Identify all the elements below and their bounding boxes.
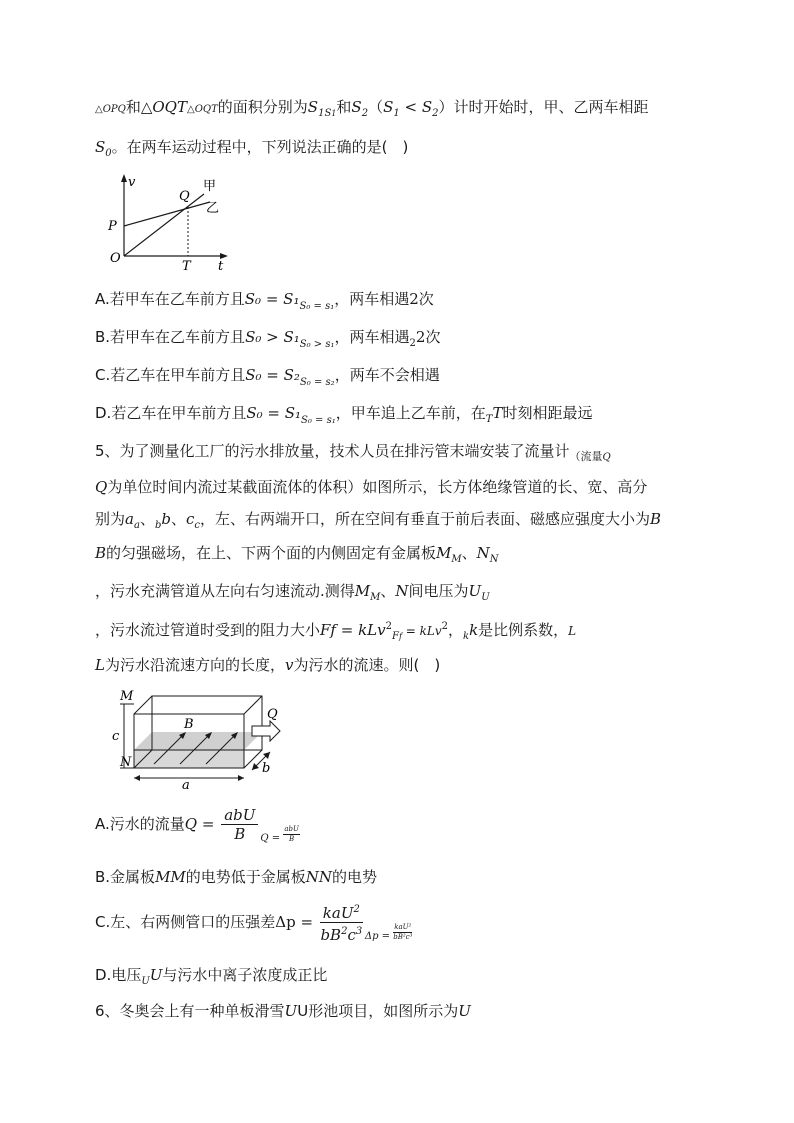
fig-n-label: N <box>120 755 132 770</box>
triangle-symbol: △ <box>95 104 103 115</box>
q5-option-b: B.金属板MM的电势低于金属板NN的电势 <box>95 868 378 886</box>
q4-text-line-2: $S_0$。在两车运动过程中，下列说法正确的是( ) <box>95 138 409 159</box>
q5-option-c: C.左、右两侧管口的压强差Δp = $\frac{kaU^2}{bB^2c^3}$ $_{\Delta p =}$ $\frac{\text{kaU²}}{\text{bB²c³}}$ <box>95 900 412 959</box>
q5-option-d: D.电压$_U$U与污水中离子浓度成正比 <box>95 966 328 987</box>
fig-b-field-label: B <box>184 717 194 732</box>
flowmeter-pipe-figure <box>110 686 300 790</box>
velocity-time-graph <box>100 172 230 276</box>
graph-p-label: P <box>108 219 117 234</box>
pressure-fraction: $\frac{kaU^2}{bB^2c^3}$ <box>320 901 363 944</box>
fig-b-width-label: b <box>262 761 271 776</box>
q5-text-line-1: 5、为了测量化工厂的污水排放量，技术人员在排污管末端安装了流量计$_{(流量Q}$ <box>95 442 611 463</box>
flow-fraction: $\frac{\text{abU}}{B}$ <box>221 806 258 843</box>
graph-yi-label: 乙 <box>206 201 220 216</box>
graph-o-label: O <box>110 251 121 266</box>
fig-c-label: c <box>112 729 120 744</box>
q5-text-line-4: B的匀强磁场，在上、下两个面的内侧固定有金属板$M_M$、$N_N$ <box>95 544 499 565</box>
q4-option-c: C.若乙车在甲车前方且$S_0 = S_2_{S_0 = s_2}$，两车不会相遇 <box>95 366 440 388</box>
q5-text-line-7: L为污水沿流速方向的长度，v为污水的流速。则( ) <box>95 656 441 674</box>
fig-a-label: a <box>182 778 190 790</box>
q5-text-line-6: ，污水流过管道时受到的阻力大小Ff = kLv$^2_{Ff}$ = kLv$^2$，$_k$k是比例系数，L <box>95 621 577 642</box>
fig-m-label: M <box>120 689 134 704</box>
q5-text-line-5: ，污水充满管道从左向右匀速流动.测得$M_M$、N间电压为$U_U$ <box>95 582 490 603</box>
graph-jia-label: 甲 <box>203 179 217 194</box>
graph-t-point-label: T <box>182 259 191 274</box>
q4-option-d: D.若乙车在甲车前方且$S_0 = S_1_{S_0 = s_1}$，甲车追上乙车前，在$_T$T时刻相距最远 <box>95 404 593 426</box>
q4-option-b: B.若甲车在乙车前方且$S_0 > S_1_{S_0 > s_1}$，两车相遇$_2$2次 <box>95 328 441 350</box>
q5-text-line-3: 别为$a_a$、$_b$b、$c_c$，左、右两端开口，所在空间有垂直于前后表面、磁感应强度大小为B <box>95 510 662 531</box>
graph-v-label: v <box>128 175 136 190</box>
q5-option-a: A.污水的流量Q = $\frac{\text{abU}}{B}$ $_{Q =}$ $\frac{\text{abU}}{B}$ <box>95 806 299 844</box>
fig-q-label: Q <box>267 707 278 722</box>
q4-option-a: A.若甲车在乙车前方且$S_0 = S_1_{S_0 = s_1}$，两车相遇2次 <box>95 290 434 312</box>
graph-t-label: t <box>218 259 224 274</box>
graph-q-label: Q <box>179 189 190 204</box>
q5-text-line-2: Q为单位时间内流过某截面流体的体积）如图所示，长方体绝缘管道的长、宽、高分 <box>95 478 648 496</box>
q4-text-line-1: △OPQ和△OQT△OQT的面积分别为$S_{1S1}$和$S_2(S_1 < S_2)$计时开始时，甲、乙两车相距 <box>95 98 649 119</box>
q6-text-line-1: 6、冬奥会上有一种单板滑雪UU形池项目，如图所示为U <box>95 1002 471 1020</box>
